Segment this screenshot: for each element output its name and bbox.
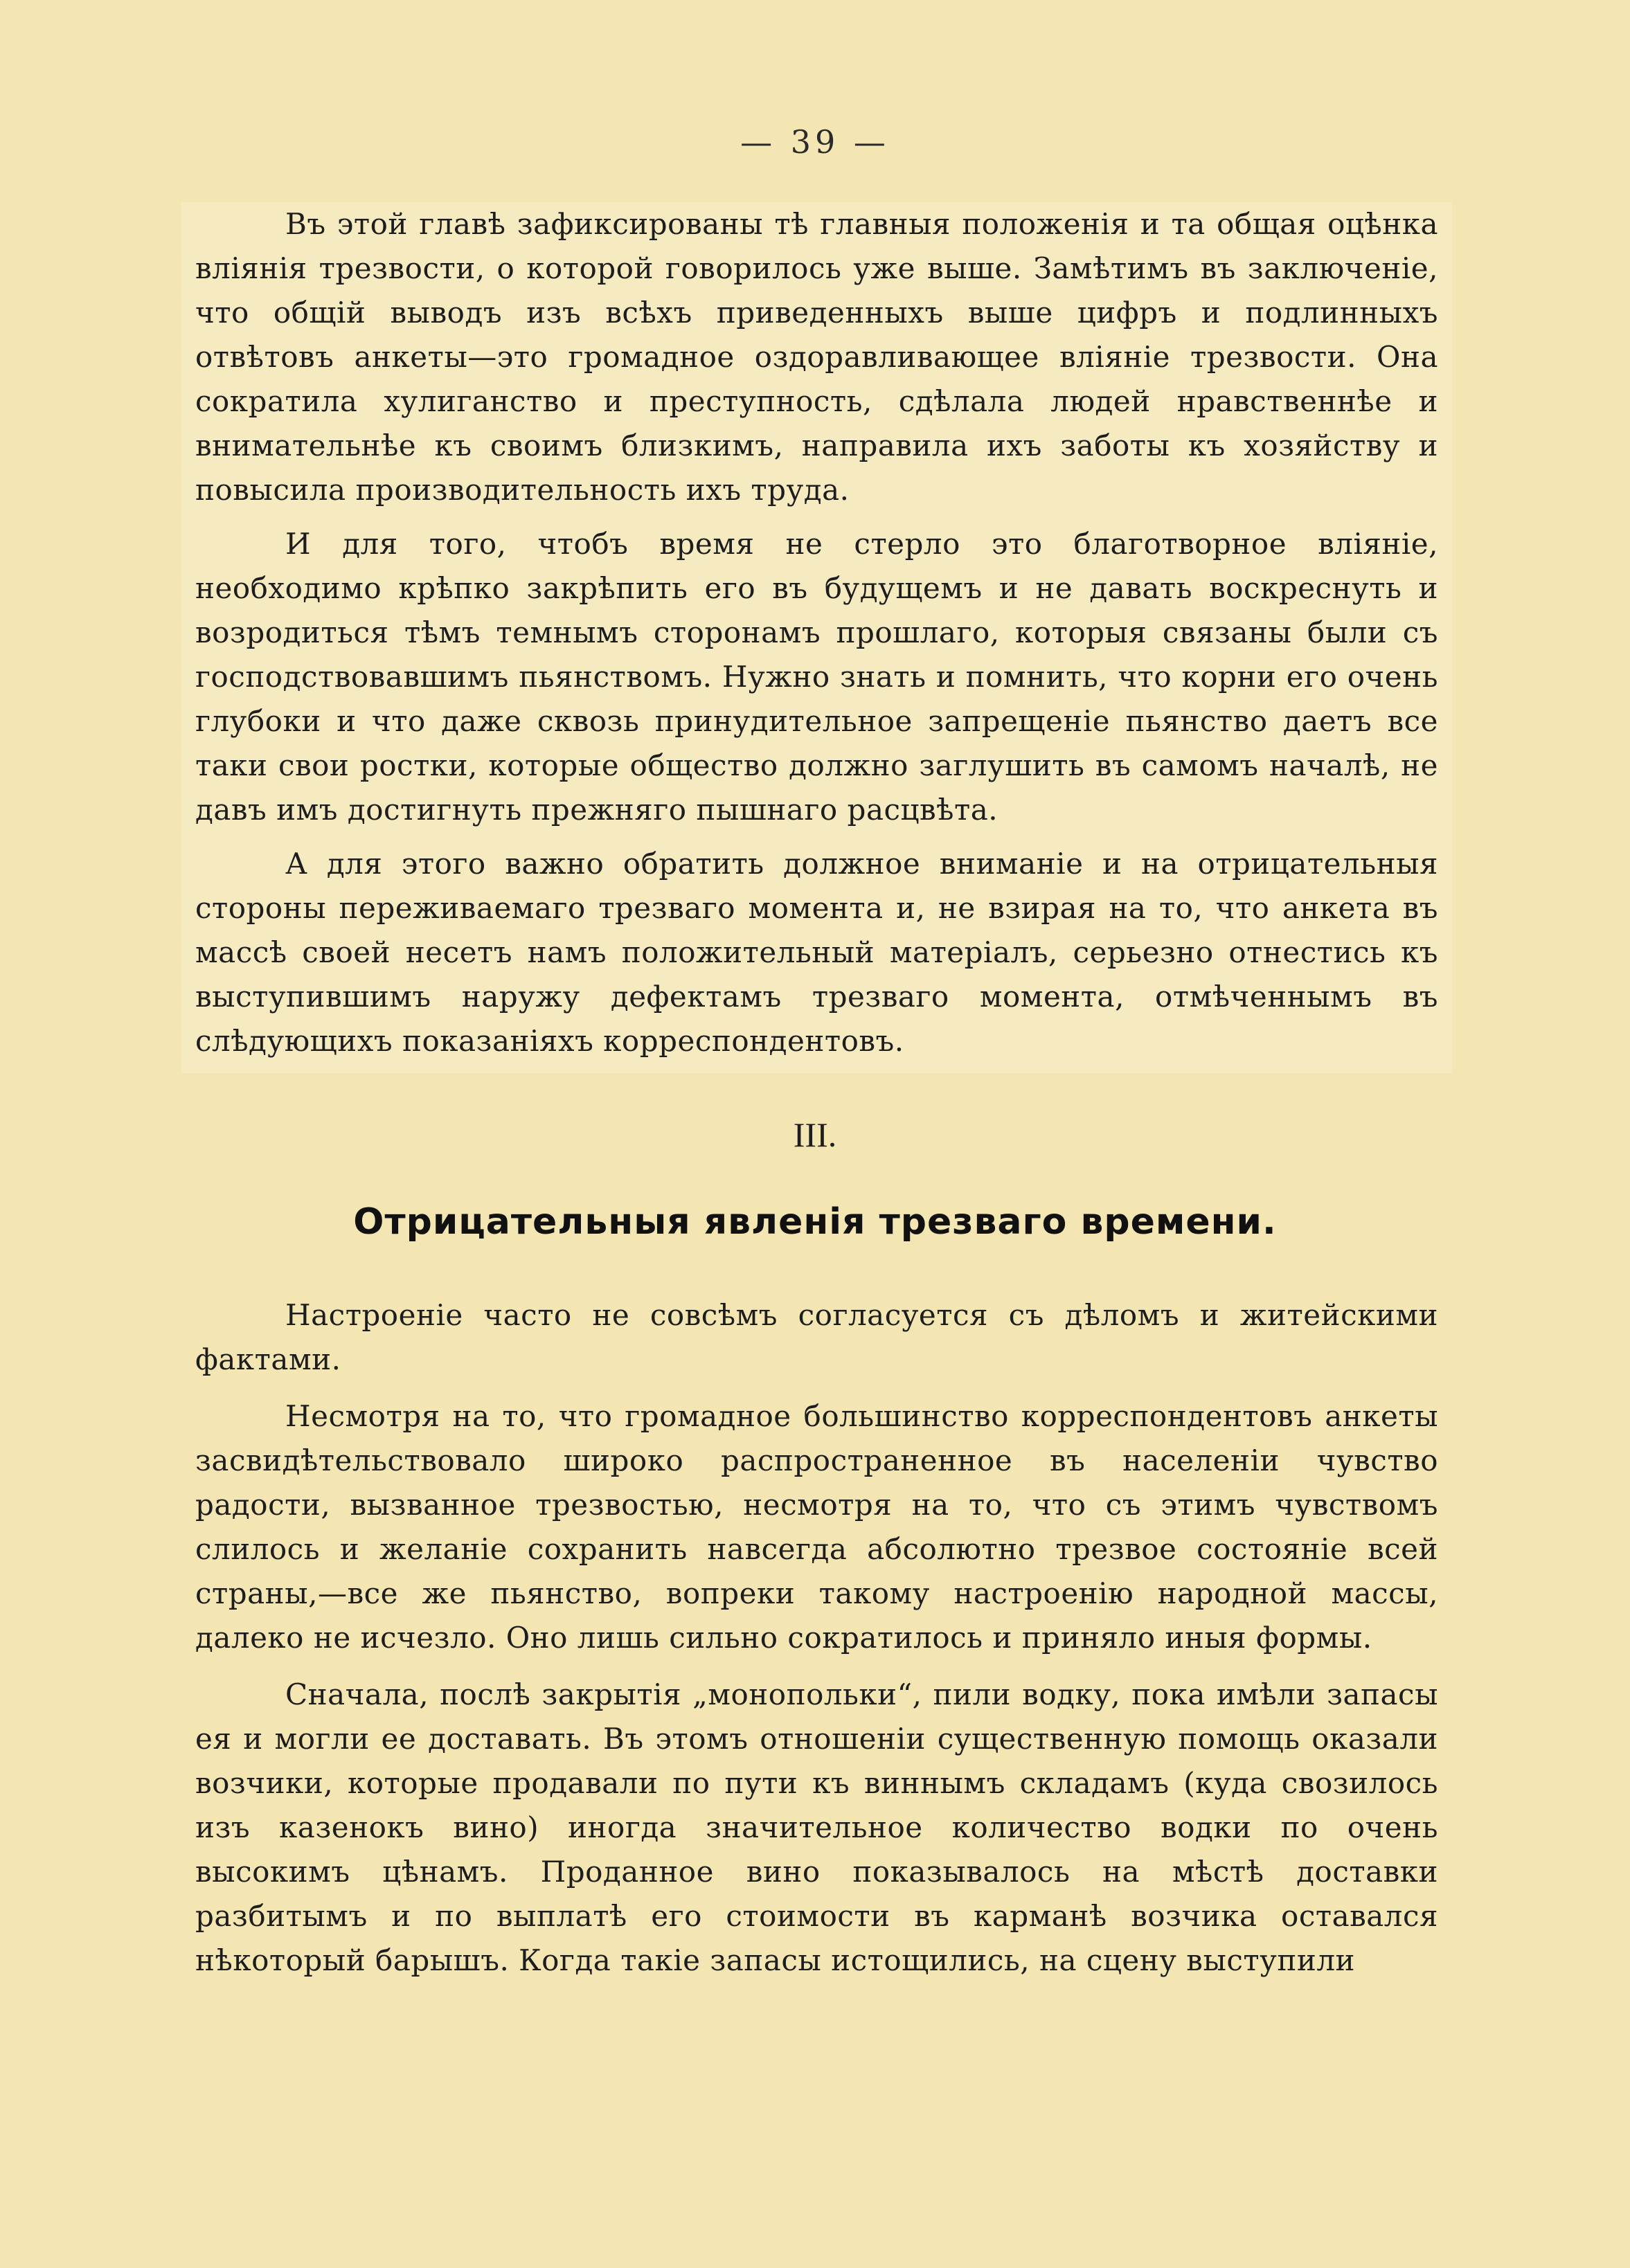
paragraph: Несмотря на то, что громадное большинство корреспондентовъ анкеты засвидѣтельствовало широко распространенное въ населеніи чувство радости, вызванное трезвостью, несмотря на то, что съ этимъ чувствомъ слилось и желаніе сохранить навсегда абсолютно трезвое состояніе всей страны,—все же пьянство, вопреки такому настроенію народной массы, далеко не исчезло. Оно лишь сильно сократилось и приняло иныя формы. xyxy=(195,1399,1438,1655)
top-text-block xyxy=(181,202,1452,1073)
paragraph: Въ этой главѣ зафиксированы тѣ главныя положенія и та общая оцѣнка вліянія трезвости, о которой говорилось уже выше. Замѣтимъ въ заключеніе, что общій выводъ изъ всѣхъ приведенныхъ выше цифръ и подлинныхъ отвѣтовъ анкеты—это громадное оздоравливающее вліяніе трезвости. Она сократила хулиганство и преступность, сдѣлала людей нравственнѣе и внимательнѣе къ своимъ близкимъ, направила ихъ заботы къ хозяйству и повысила производительность ихъ труда. xyxy=(195,207,1438,507)
page-number: — 39 — xyxy=(740,123,890,161)
section-title: Отрицательныя явленія трезваго времени. xyxy=(353,1201,1277,1243)
paragraph: Настроеніе часто не совсѣмъ согласуется съ дѣломъ и житейскими фактами. xyxy=(195,1298,1438,1376)
bottom-text-block xyxy=(181,1293,1452,1995)
paragraph: И для того, чтобъ время не стерло это благотворное вліяніе, необходимо крѣпко закрѣпить его въ будущемъ и не давать воскреснуть и возродиться тѣмъ темнымъ сторонамъ прошлаго, которыя связаны были съ господствовавшимъ пьянствомъ. Нужно знать и помнить, что корни его очень глубоки и что даже сквозь принудительное запрещеніе пьянство даетъ все таки свои ростки, которые общество должно заглушить въ самомъ началѣ, не давъ имъ достигнуть прежняго пышнаго расцвѣта. xyxy=(195,527,1438,827)
paragraph: А для этого важно обратить должное вниманіе и на отрицательныя стороны переживаемаго трезваго момента и, не взирая на то, что анкета въ массѣ своей несетъ намъ положительный матеріалъ, серьезно отнестись къ выступившимъ наружу дефектамъ трезваго момента, отмѣченнымъ въ слѣдующихъ показаніяхъ корреспондентовъ. xyxy=(195,847,1438,1058)
paragraph: Сначала, послѣ закрытія „монопольки“, пили водку, пока имѣли запасы ея и могли ее доставать. Въ этомъ отношеніи существенную помощь оказали возчики, которые продавали по пути къ виннымъ складамъ (куда свозилось изъ казенокъ вино) иногда значительное количество водки по очень высокимъ цѣнамъ. Проданное вино показывалось на мѣстѣ доставки разбитымъ и по выплатѣ его стоимости въ карманѣ возчика оставался нѣкоторый барышъ. Когда такіе запасы истощились, на сцену выступили xyxy=(195,1677,1438,1977)
section-number: III. xyxy=(793,1115,837,1154)
